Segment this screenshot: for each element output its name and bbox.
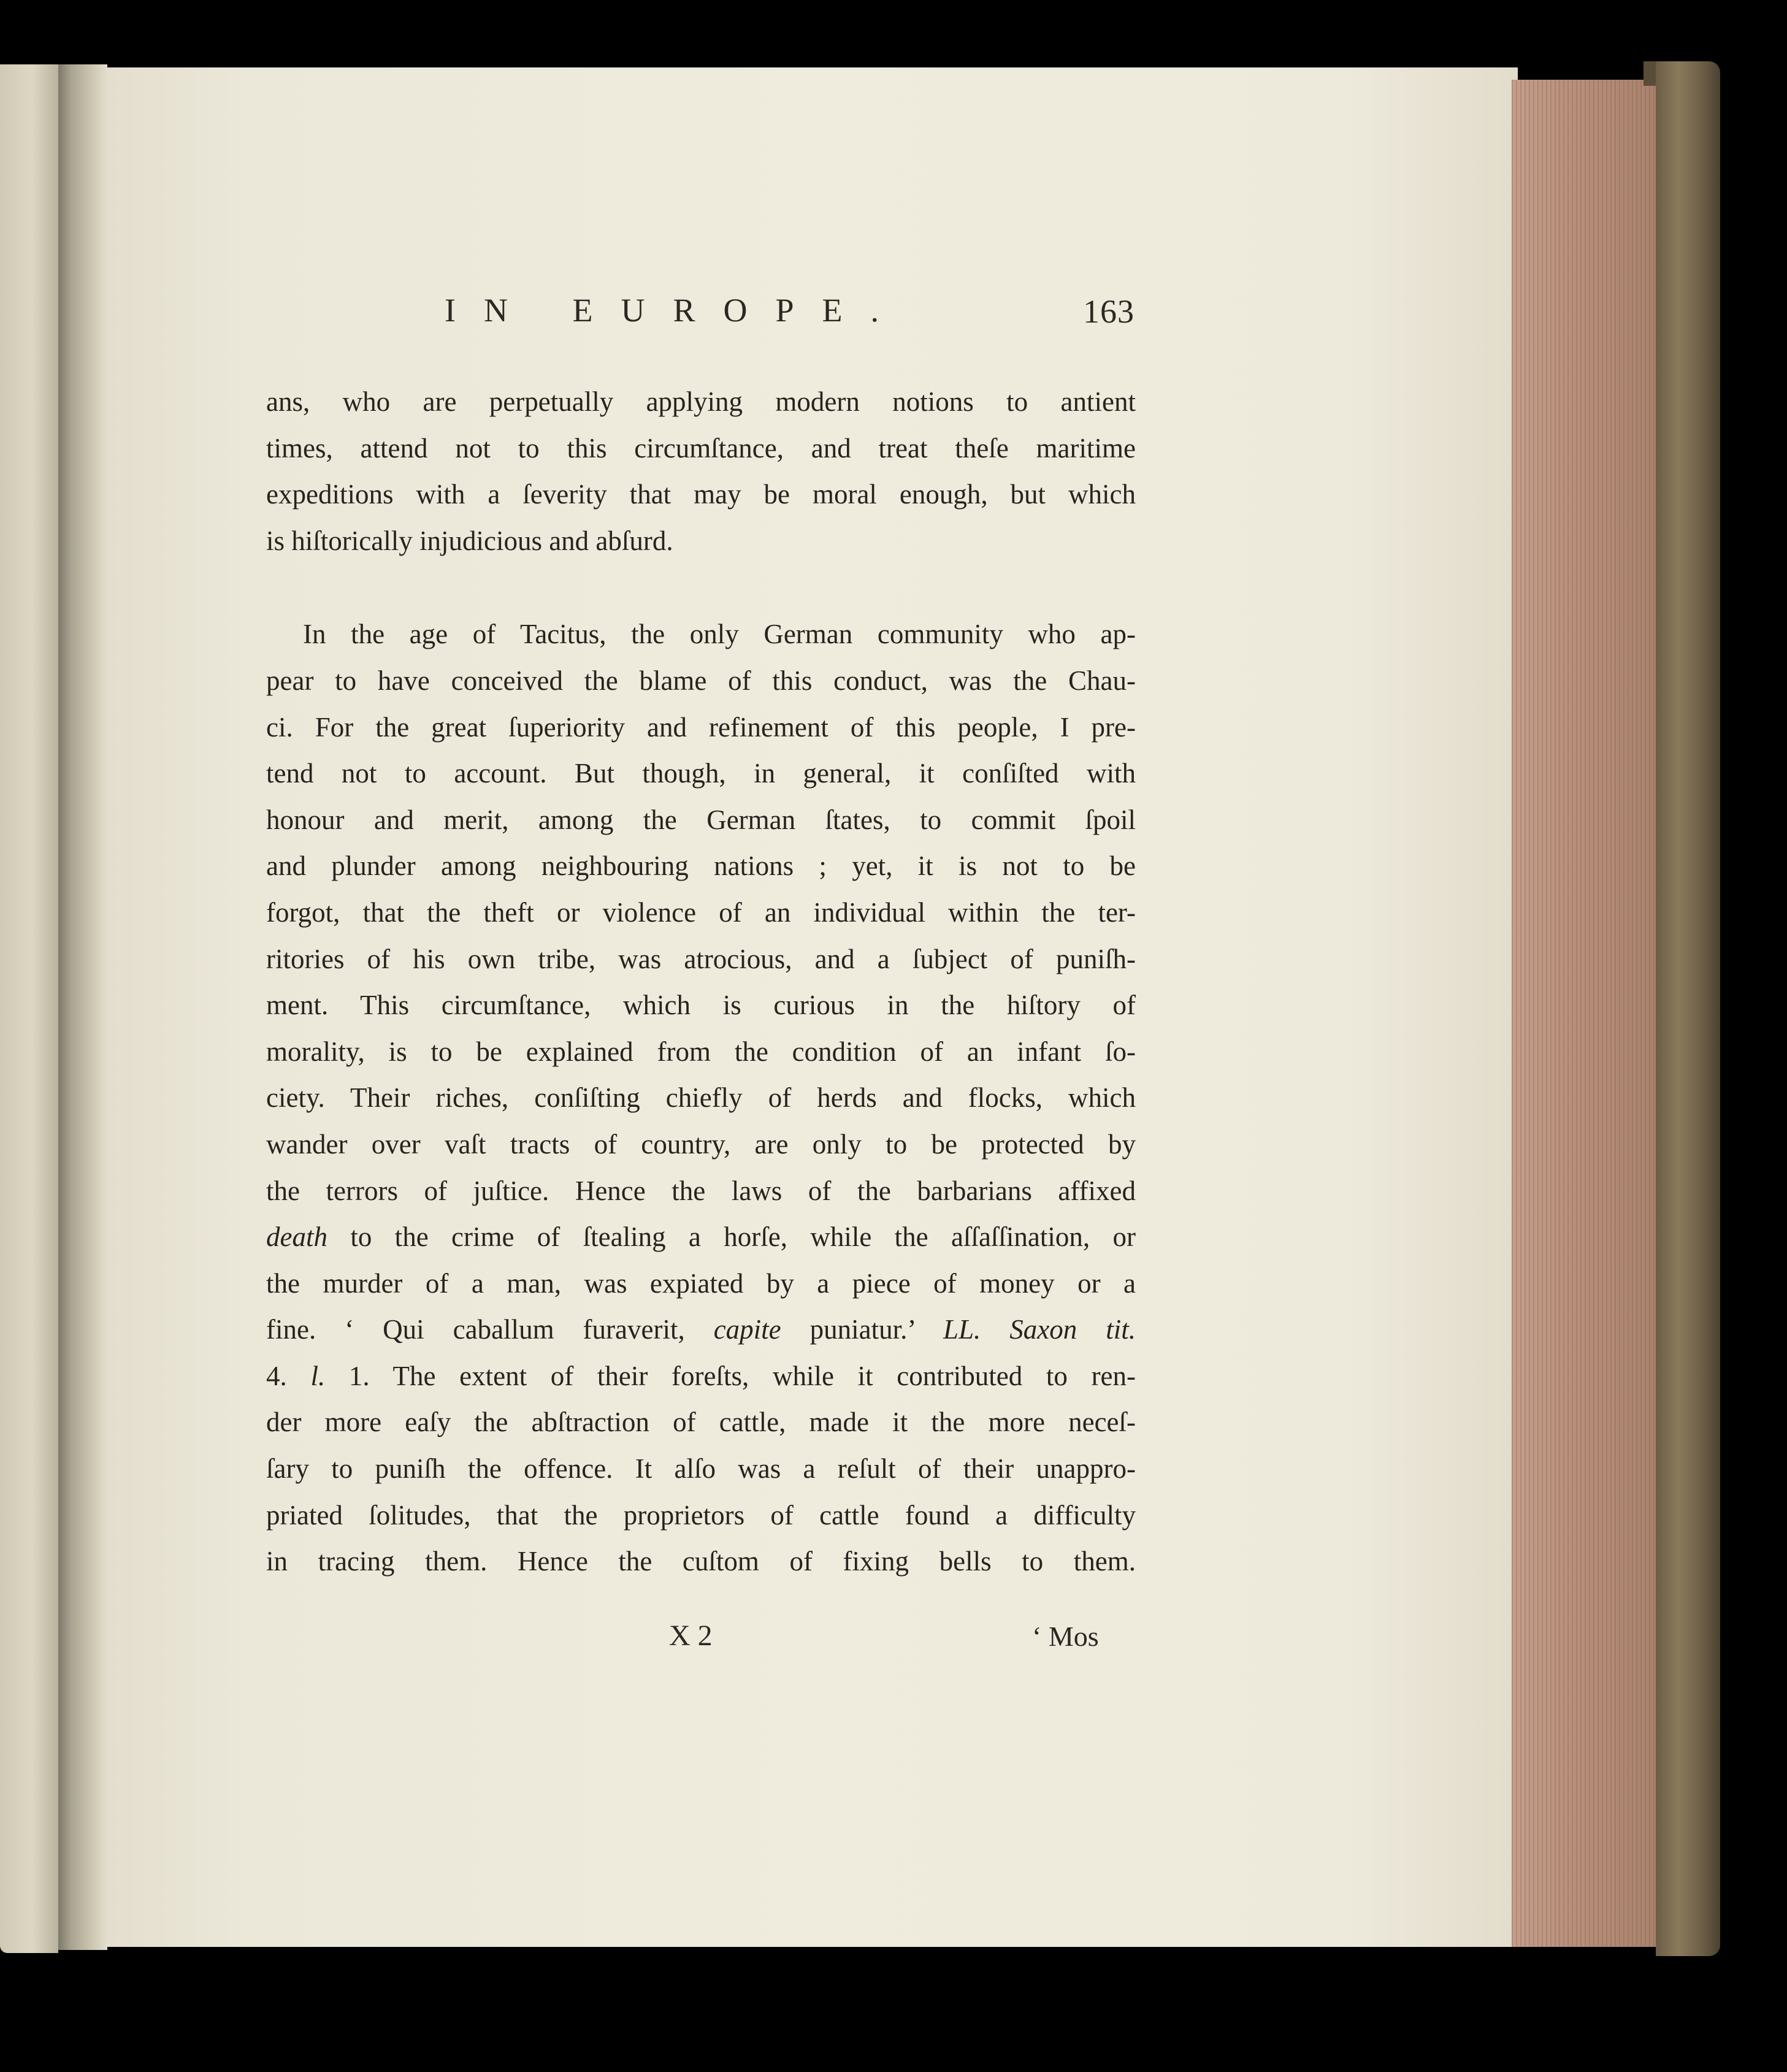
law-reference: LL. Saxon tit. bbox=[943, 1314, 1136, 1345]
text-line: ritories of his own tribe, was atrocious, and a ſubject of puniſh- bbox=[266, 943, 1136, 974]
facing-page bbox=[0, 64, 58, 1953]
running-head: IN EUROPE. bbox=[445, 292, 907, 329]
body-text bbox=[266, 379, 1136, 1585]
text-line: ciety. Their riches, conſiſting chiefly of herds and flocks, which bbox=[266, 1082, 1136, 1114]
text-line: ſary to puniſh the offence. It alſo was a reſult of their unappro- bbox=[266, 1453, 1136, 1485]
text-line: the terrors of juſtice. Hence the laws of the barbarians affixed bbox=[266, 1175, 1136, 1206]
text-fragment: 1. The extent of their foreſts, while it contributed to ren- bbox=[325, 1360, 1136, 1391]
text-line: ans, who are perpetually applying modern notions to antient bbox=[266, 386, 1136, 417]
italic-word: l. bbox=[310, 1360, 326, 1391]
text-fragment: fine. ‘ Qui caballum furaverit, bbox=[266, 1314, 714, 1345]
text-line: and plunder among neighbouring nations ; yet, it is not to be bbox=[266, 851, 1136, 882]
italic-word: death bbox=[266, 1221, 327, 1253]
page-number: 163 bbox=[1083, 293, 1135, 330]
text-line: expeditions with a ſeverity that may be moral enough, but which bbox=[266, 479, 1136, 510]
book-cover bbox=[1656, 61, 1720, 1956]
text-fragment: to the crime of ſtealing a horſe, while the aſſaſſination, or bbox=[327, 1221, 1136, 1253]
text-fragment: puniatur.’ bbox=[781, 1314, 943, 1345]
signature-mark: X 2 bbox=[669, 1619, 713, 1652]
catchword: ‘ Mos bbox=[1032, 1621, 1099, 1652]
paragraph-gap bbox=[266, 564, 1136, 611]
text-line bbox=[266, 1353, 1136, 1400]
text-line: is hiſtorically injudicious and abſurd. bbox=[266, 525, 673, 556]
text-line: ci. For the great ſuperiority and refinement of this people, I pre- bbox=[266, 711, 1136, 743]
text-line: pear to have conceived the blame of this conduct, was the Chau- bbox=[266, 665, 1136, 696]
italic-word: capite bbox=[713, 1314, 781, 1345]
text-line: morality, is to be explained from the condition of an infant ſo- bbox=[266, 1036, 1136, 1067]
text-line bbox=[266, 1307, 1136, 1353]
text-line bbox=[266, 1214, 1136, 1261]
text-line: in tracing them. Hence the cuſtom of fixing bells to them. bbox=[266, 1546, 1136, 1577]
gutter bbox=[58, 64, 107, 1950]
text-line: tend not to account. But though, in general, it conſiſted with bbox=[266, 758, 1136, 789]
text-line: priated ſolitudes, that the proprietors of cattle found a difficulty bbox=[266, 1499, 1136, 1531]
text-line: forgot, that the theft or violence of an individual within the ter- bbox=[266, 896, 1136, 928]
text-line: the murder of a man, was expiated by a piece of money or a bbox=[266, 1267, 1136, 1299]
text-line: In the age of Tacitus, the only German community who ap- bbox=[303, 619, 1136, 650]
text-line: times, attend not to this circumſtance, and treat theſe maritime bbox=[266, 432, 1136, 464]
text-fragment: 4. bbox=[266, 1360, 311, 1391]
text-line: ment. This circumſtance, which is curious in the hiſtory of bbox=[266, 990, 1136, 1021]
page-edges bbox=[1512, 80, 1659, 1947]
text-line: wander over vaſt tracts of country, are only to be protected by bbox=[266, 1128, 1136, 1160]
text-line: honour and merit, among the German ſtates, to commit ſpoil bbox=[266, 804, 1136, 835]
text-line: der more eaſy the abſtraction of cattle, made it the more neceſ- bbox=[266, 1407, 1136, 1438]
